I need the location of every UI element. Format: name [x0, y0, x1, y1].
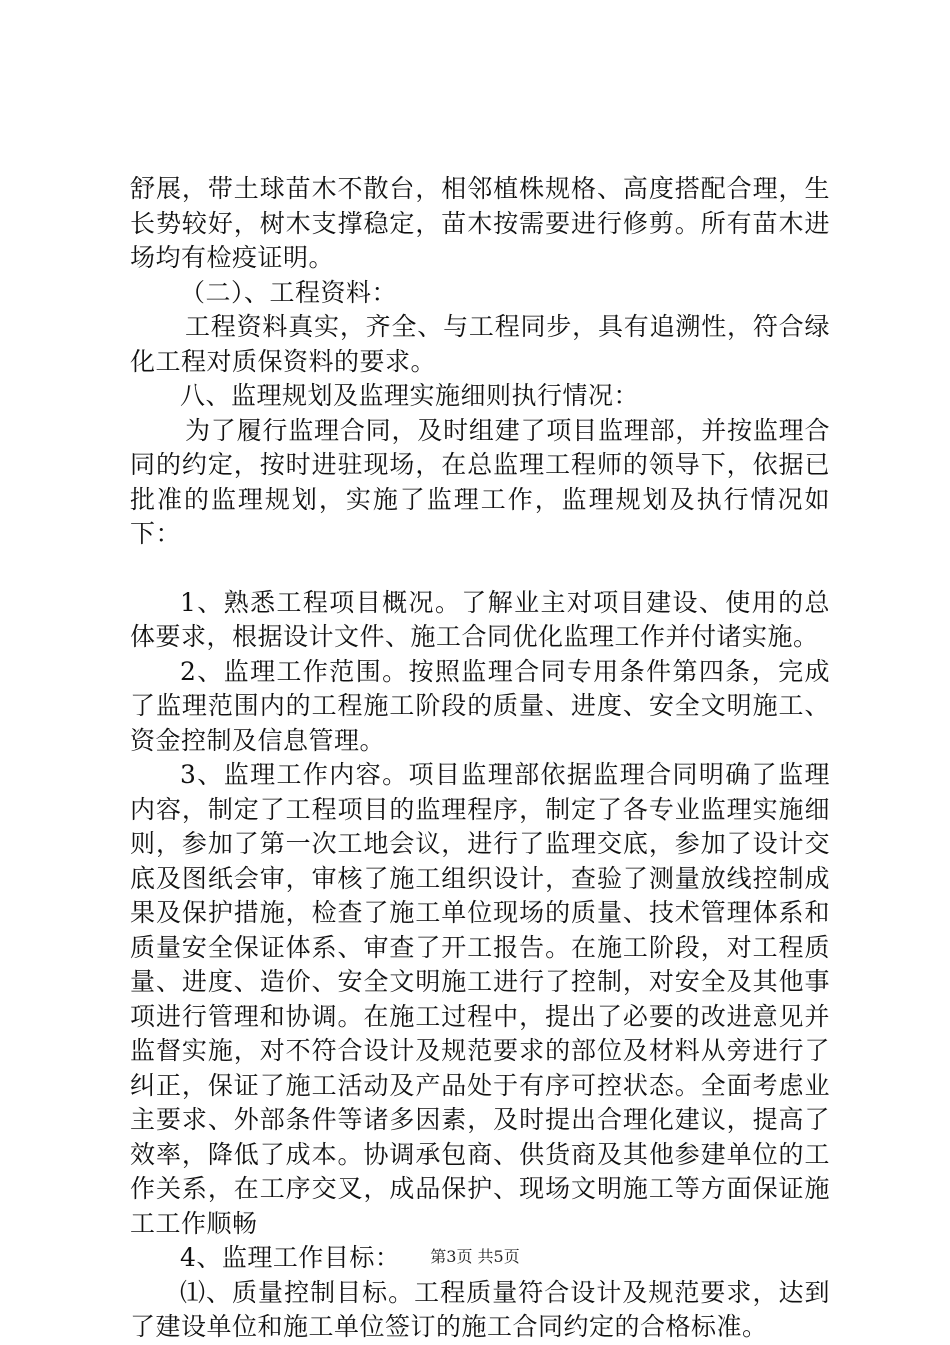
paragraph-item-4: 4、监理工作目标：: [180, 1243, 401, 1272]
paragraph-seedling-quality: 舒展，带土球苗木不散台，相邻植株规格、高度搭配合理，生长势较好，树木支撑稳定，苗木按需要进行修剪。所有苗木进场均有检疫证明。: [130, 174, 830, 272]
paragraph-item-3: 3、监理工作内容。项目监理部依据监理合同明确了监理内容，制定了工程项目的监理程序，制定了各专业监理实施细则，参加了第一次工地会议，进行了监理交底，参加了设计交底及图纸会审，审核了施工组织设计，查验了测量放线控制成果及保护措施，检查了施工单位现场的质量、技术管理体系和质量安全保证体系、审查了开工报告。在施工阶段，对工程质量、进度、造价、安全文明施工进行了控制，对安全及其他事项进行管理和协调。在施工过程中，提出了必要的改进意见并监督实施，对不符合设计及规范要求的部位及材料从旁进行了纠正，保证了施工活动及产品处于有序可控状态。全面考虑业主要求、外部条件等诸多因素，及时提出合理化建议，提高了效率，降低了成本。协调承包商、供货商及其他参建单位的工作关系，在工序交叉，成品保护、现场文明施工等方面保证施工工作顺畅: [130, 760, 830, 1238]
document-body: [130, 172, 830, 1345]
paragraph-quality-target: ⑴、质量控制目标。工程质量符合设计及规范要求，达到了建设单位和施工单位签订的施工合同约定的合格标准。: [130, 1277, 830, 1341]
paragraph-item-1: 1、熟悉工程项目概况。了解业主对项目建设、使用的总体要求，根据设计文件、施工合同优化监理工作并付诸实施。: [130, 587, 830, 651]
page-footer: 第3页 共5页: [430, 1247, 520, 1266]
heading-section-eight: 八、监理规划及监理实施细则执行情况：: [180, 381, 640, 410]
paragraph-item-2: 2、监理工作范围。按照监理合同专用条件第四条，完成了监理范围内的工程施工阶段的质量、进度、安全文明施工、资金控制及信息管理。: [130, 656, 830, 755]
paragraph-supervision-intro: 为了履行监理合同，及时组建了项目监理部，并按监理合同的约定，按时进驻现场，在总监理工程师的领导下，依据已批准的监理规划，实施了监理工作，监理规划及执行情况如下：: [130, 415, 830, 548]
paragraph-engineering-data: 工程资料真实，齐全、与工程同步，具有追溯性，符合绿化工程对质保资料的要求。: [130, 312, 830, 376]
heading-engineering-data: （二）、工程资料：: [180, 277, 398, 307]
paragraph-gap: [130, 552, 830, 586]
